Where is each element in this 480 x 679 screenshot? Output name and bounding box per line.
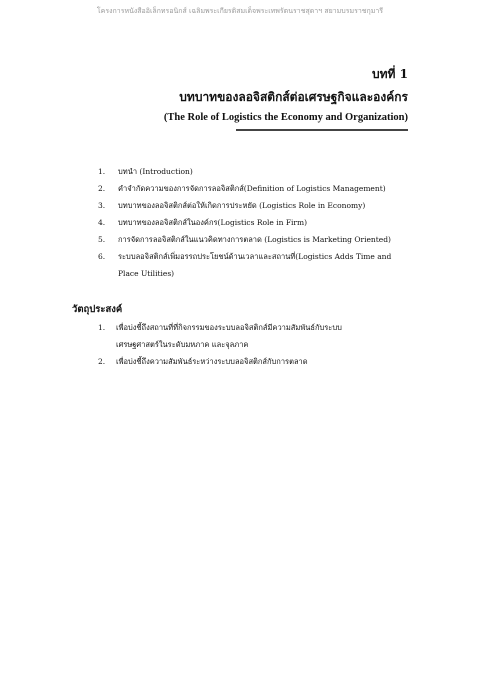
topic-item <box>98 200 418 211</box>
topic-text <box>118 217 418 228</box>
topic-item <box>98 234 418 245</box>
topic-text-line: คำจำกัดความของการจัดการลอจิสติกส์(Definition of Logistics Management) <box>118 184 386 193</box>
topic-number: 5. <box>98 235 106 244</box>
topic-text-line: ระบบลอจิสติกส์เพิ่มอรรถประโยชน์ด้านเวลาและสถานที่(Logistics Adds Time and <box>118 252 392 261</box>
topic-list <box>98 166 418 285</box>
objective-text-continuation: เศรษฐศาสตร์ในระดับมหภาค และจุลภาค <box>116 340 249 349</box>
topic-text <box>118 200 418 211</box>
header-banner: โครงการหนังสืออิเล็กทรอนิกส์ เฉลิมพระเกียรติสมเด็จพระเทพรัตนราชสุดาฯ สยามบรมราชกุมารี <box>96 7 384 15</box>
objective-text-line: เพื่อบ่งชี้ถึงสถานที่ที่กิจกรรมของระบบลอจิสติกส์มีความสัมพันธ์กับระบบ <box>116 323 342 332</box>
topic-text-line: การจัดการลอจิสติกส์ในแนวคิดทางการตลาด (Logistics is Marketing Oriented) <box>118 235 391 244</box>
objectives-list <box>98 322 388 373</box>
chapter-number: บทที่ 1 <box>372 67 408 81</box>
objective-number: 2. <box>98 357 106 366</box>
chapter-title-english: (The Role of Logistics the Economy and Organization) <box>163 112 408 123</box>
topic-item <box>98 166 418 177</box>
topic-text-continuation: Place Utilities) <box>118 269 175 278</box>
topic-text-line: บทบาทของลอจิสติกส์ต่อให้เกิดการประหยัด (Logistics Role in Economy) <box>118 201 366 210</box>
topic-text-line: บทนำ (Introduction) <box>118 167 193 176</box>
objective-text <box>116 356 388 367</box>
objective-number: 1. <box>98 323 106 332</box>
objective-text-line: เพื่อบ่งชี้ถึงความสัมพันธ์ระหว่างระบบลอจิสติกส์กับการตลาด <box>116 357 308 366</box>
topic-number: 4. <box>98 218 106 227</box>
topic-text <box>118 234 418 245</box>
objective-item <box>98 322 388 350</box>
chapter-divider <box>236 129 408 131</box>
topic-text-line: บทบาทของลอจิสติกส์ในองค์กร(Logistics Role in Firm) <box>118 218 308 227</box>
topic-text <box>118 251 418 279</box>
topic-number: 3. <box>98 201 106 210</box>
objective-text <box>116 322 388 350</box>
topic-number: 1. <box>98 167 106 176</box>
topic-text <box>118 183 418 194</box>
topic-number: 6. <box>98 252 106 261</box>
topic-item <box>98 217 418 228</box>
topic-item <box>98 183 418 194</box>
topic-item <box>98 251 418 279</box>
chapter-heading <box>68 66 408 125</box>
topic-number: 2. <box>98 184 106 193</box>
topic-text <box>118 166 418 177</box>
objectives-heading: วัตถุประสงค์ <box>72 304 123 315</box>
chapter-title-thai: บทบาทของลอจิสติกส์ต่อเศรษฐกิจและองค์กร <box>179 90 408 104</box>
objective-item <box>98 356 388 367</box>
